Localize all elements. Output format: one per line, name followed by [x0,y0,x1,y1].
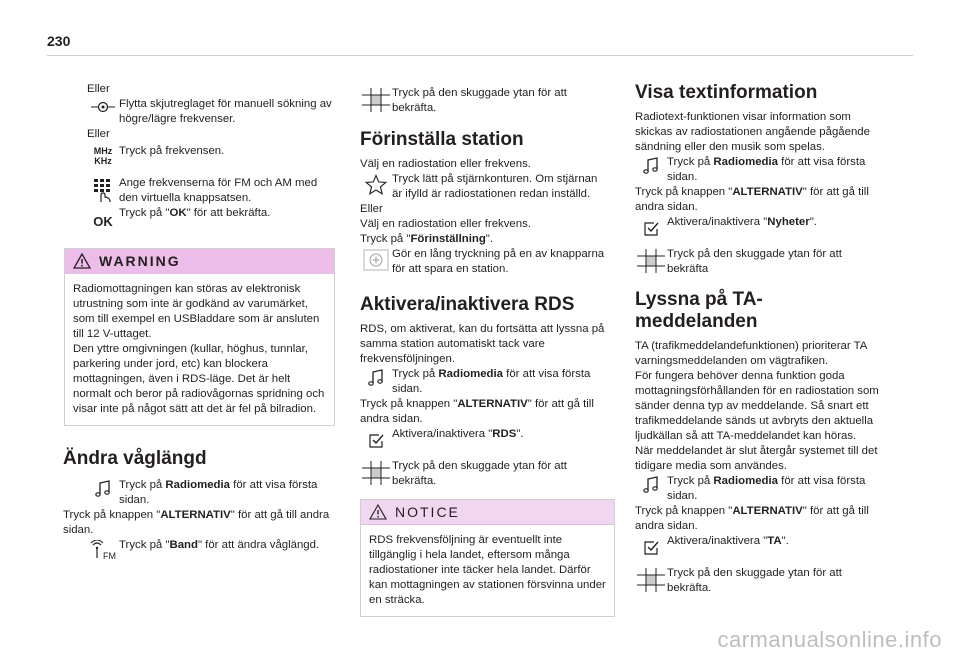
band-select-text: Tryck på "Band" för att ändra våglängd. [119,539,320,551]
instruction-slider [87,97,333,127]
preset-select-text-2: Välj en radiostation eller frekvens. [360,218,531,230]
add-preset-icon [360,247,392,271]
shaded-area-icon [360,86,392,112]
band-radiomedia-text: Tryck på Radiomedia för att visa första sidan. [119,479,318,506]
page-number: 230 [47,33,71,49]
shaded-area-icon [360,459,392,485]
ta-toggle-text: Aktivera/inaktivera "TA". [667,535,789,547]
instruction-text-confirm [635,247,881,277]
ta-paragraph-1: TA (trafikmeddelandefunktionen) prioriterar TA varningsmeddelanden om vägtrafiken. [635,340,867,367]
text-radiomedia-text: Tryck på Radiomedia för att visa första sidan. [667,156,866,183]
watermark: carmanualsonline.info [717,627,942,652]
instruction-rds-confirm [360,459,606,489]
music-note-icon [635,155,667,175]
checkbox-icon [635,215,667,237]
ok-text: Tryck på "OK" för att bekräfta. [119,207,271,219]
instruction-band-select [87,538,333,560]
instruction-ta-radiomedia [635,474,881,504]
preset-select-text: Välj en radiostation eller frekvens. [360,158,531,170]
rds-heading: Aktivera/inaktivera RDS [360,294,575,315]
music-note-icon [635,474,667,494]
shaded-area-icon [635,247,667,273]
header-divider [47,55,913,56]
ta-radiomedia-text: Tryck på Radiomedia för att visa första sidan. [667,475,866,502]
rds-radiomedia-text: Tryck på Radiomedia för att visa första sidan. [392,368,591,395]
warning-title: WARNING [99,252,181,269]
news-toggle-text: Aktivera/inaktivera "Nyheter". [667,216,817,228]
column-3 [635,82,881,596]
keypad-icon [87,176,119,204]
music-note-icon [87,478,119,498]
notice-body [361,525,614,616]
text-alternativ-text: Tryck på knappen "ALTERNATIV" för att gå till andra sidan. [635,186,869,213]
or-text: Eller [87,83,110,95]
rds-alternativ-text: Tryck på knappen "ALTERNATIV" för att gå till andra sidan. [360,398,594,425]
checkbox-icon [635,534,667,556]
instruction-ok [87,206,333,230]
instruction-long-press [360,247,606,277]
notice-title: NOTICE [395,503,460,520]
music-note-icon [360,367,392,387]
column-2 [360,82,606,617]
instruction-band-radiomedia [87,478,333,508]
text-info-description: Radiotext-funktionen visar information som skickas av radiostationen angående pågående sändning eller den musik som spelas. [635,111,870,153]
ok-icon: OK [93,214,113,229]
instruction-star [360,172,606,202]
instruction-rds-toggle [360,427,606,449]
instruction-confirm-top [360,86,606,116]
warning-header [65,249,334,274]
notice-header [361,500,614,525]
ta-paragraph-3: När meddelandet är slut återgår systemet till det tidigare media som användes. [635,445,878,472]
instruction-ta-confirm [635,566,881,596]
ta-paragraph-2: För fungera behöver denna funktion goda mottagningsförhållanden för en radiostation som sänder denna typ av meddelande. Så snart ett trafikmeddelande sänds ut avbryts den aktuella ljudkällan så att TA-meddelandet kan höras. [635,370,879,442]
ta-confirm-text: Tryck på den skuggade ytan för att bekräfta. [667,567,842,594]
notice-box [360,499,615,617]
band-heading: Ändra våglängd [63,448,207,469]
or-text: Eller [87,128,110,140]
rds-confirm-text: Tryck på den skuggade ytan för att bekräfta. [392,460,567,487]
warning-paragraph-1: Radiomottagningen kan störas av elektronisk utrustning som inte är godkänd av varumärket, som till exempel en USBladdare som är ansluten till 12 V-uttaget. [73,283,320,340]
long-press-text: Gör en lång tryckning på en av knapparna för att spara en station. [392,248,605,275]
confirm-top-text: Tryck på den skuggade ytan för att bekräfta. [392,87,567,114]
ta-alternativ-text: Tryck på knappen "ALTERNATIV" för att gå till andra sidan. [635,505,869,532]
shaded-area-icon [635,566,667,592]
slider-text: Flytta skjutreglaget för manuell sökning av högre/lägre frekvenser. [119,98,332,125]
slider-icon [87,97,119,115]
text-confirm-text: Tryck på den skuggade ytan för att bekräfta [667,248,842,275]
instruction-rds-radiomedia [360,367,606,397]
warning-paragraph-2: Den yttre omgivningen (kullar, höghus, tunnlar, parkering under jord, etc) kan blockera mottagningen, även i RDS-läge. Det är helt normalt och beror på radiovågornas spridning och visar inte på något sätt att det är fel på bilradion. [73,343,325,415]
text-info-heading: Visa textinformation [635,82,818,103]
checkbox-icon [360,427,392,449]
warning-box [64,248,335,426]
instruction-frequency [87,144,333,166]
notice-triangle-icon [369,504,387,520]
rds-toggle-text: Aktivera/inaktivera "RDS". [392,428,524,440]
svg-text:FM: FM [103,551,116,560]
rds-description: RDS, om aktiverat, kan du fortsätta att lyssna på samma station automatiskt tack vare frekvensföljningen. [360,323,605,365]
keypad-text: Ange frekvenserna för FM och AM med den virtuella knappsatsen. [119,177,318,204]
band-alternativ-text: Tryck på knappen "ALTERNATIV" för att gå till andra sidan. [63,509,330,536]
mhz-khz-icon: MHz KHz [93,146,113,166]
notice-text: RDS frekvensföljning är eventuellt inte tillgänglig i hela landet, eftersom många radiostationer inte täcker hela landet. Därför kan mottagningen av stationen försvinna under en sträcka. [369,534,606,606]
instruction-news-toggle [635,215,881,237]
instruction-ta-toggle [635,534,881,556]
preset-tap-text: Tryck på "Förinställning". [360,233,493,245]
column-1 [63,82,333,560]
star-text: Tryck lätt på stjärnkonturen. Om stjärnan är ifylld är radiostationen redan inställd. [392,173,598,200]
star-outline-icon [360,172,392,196]
radio-fm-icon [87,538,119,560]
instruction-text-radiomedia [635,155,881,185]
warning-triangle-icon [73,253,91,269]
preset-heading: Förinställa station [360,129,524,150]
instruction-keypad [87,176,333,206]
warning-body [65,274,334,425]
ta-heading: Lyssna på TA-meddelanden [635,289,763,332]
or-text: Eller [360,203,383,215]
tap-frequency-text: Tryck på frekvensen. [119,145,225,157]
